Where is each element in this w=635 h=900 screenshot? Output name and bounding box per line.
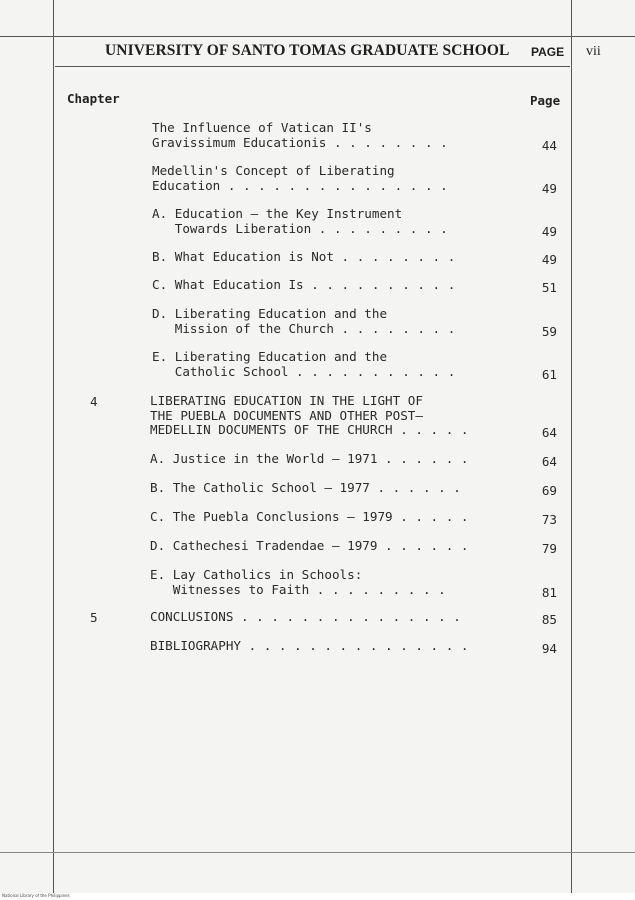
toc-entry-text: Catholic School . . . . . . . . . . . xyxy=(152,363,456,379)
page-number: vii xyxy=(586,44,601,59)
toc-entry-text: The Influence of Vatican II's xyxy=(152,120,372,135)
footer-credit: National Library of the Philippines xyxy=(2,893,70,898)
toc-entry-text: A. Education — the Key Instrument xyxy=(152,206,403,221)
toc-entry-text: D. Liberating Education and the xyxy=(152,306,388,321)
toc-entry-text: Mission of the Church . . . . . . . . xyxy=(152,320,456,336)
toc-chapter-number: 4 xyxy=(90,394,98,409)
toc-entry-text: B. What Education is Not . . . . . . . . xyxy=(152,249,456,264)
toc-page-number: 49 xyxy=(541,223,557,239)
toc-page-number: 49 xyxy=(541,252,557,267)
toc-entry-text: LIBERATING EDUCATION IN THE LIGHT OF xyxy=(150,393,423,408)
toc-entry-text: E. Liberating Education and the xyxy=(152,349,388,364)
toc-entry-text: E. Lay Catholics in Schools: xyxy=(150,567,363,582)
toc-entry-text: Education . . . . . . . . . . . . . . . xyxy=(152,177,448,193)
toc-chapter-number: 5 xyxy=(90,610,98,625)
toc-entry-text: CONCLUSIONS . . . . . . . . . . . . . . . xyxy=(150,609,461,624)
toc-entry-text: Witnesses to Faith . . . . . . . . . xyxy=(150,581,446,597)
toc-entry-text: A. Justice in the World — 1971 . . . . . . xyxy=(150,451,469,466)
toc-page-number: 69 xyxy=(541,483,557,498)
toc-page-number: 61 xyxy=(541,366,557,382)
toc-page-number: 49 xyxy=(541,180,557,196)
toc-entry-text: Towards Liberation . . . . . . . . . xyxy=(152,220,448,236)
toc-page-number: 64 xyxy=(541,425,557,440)
toc-entry-text: MEDELLIN DOCUMENTS OF THE CHURCH . . . . . xyxy=(150,422,469,437)
page-label: PAGE xyxy=(531,45,565,59)
toc-entry-text: BIBLIOGRAPHY . . . . . . . . . . . . . . . xyxy=(150,638,469,653)
toc-entry-text: C. What Education Is . . . . . . . . . . xyxy=(152,277,456,292)
toc-page-number: 51 xyxy=(541,280,557,295)
toc-entry-text: B. The Catholic School — 1977 . . . . . . xyxy=(150,480,461,495)
toc-page-number: 85 xyxy=(541,612,557,627)
chapter-column-header: Chapter xyxy=(67,91,120,106)
toc-page-number: 94 xyxy=(541,641,557,656)
toc-page-number: 73 xyxy=(541,512,557,527)
toc-page-number: 64 xyxy=(541,454,557,469)
toc-page-number: 79 xyxy=(541,541,557,556)
page-title: UNIVERSITY OF SANTO TOMAS GRADUATE SCHOOL xyxy=(105,42,510,59)
toc-page-number: 59 xyxy=(541,323,557,339)
toc-entry-text: THE PUEBLA DOCUMENTS AND OTHER POST— xyxy=(150,407,423,423)
toc-entry-text: D. Cathechesi Tradendae — 1979 . . . . . . xyxy=(150,538,469,553)
toc-entry-text: C. The Puebla Conclusions — 1979 . . . . . xyxy=(150,509,469,524)
toc-entry-text: Gravissimum Educationis . . . . . . . . xyxy=(152,134,448,150)
page-column-header: Page xyxy=(530,93,561,108)
toc-page-number: 44 xyxy=(541,137,557,153)
toc-page-number: 81 xyxy=(541,584,557,600)
toc-entry-text: Medellin's Concept of Liberating xyxy=(152,163,395,178)
